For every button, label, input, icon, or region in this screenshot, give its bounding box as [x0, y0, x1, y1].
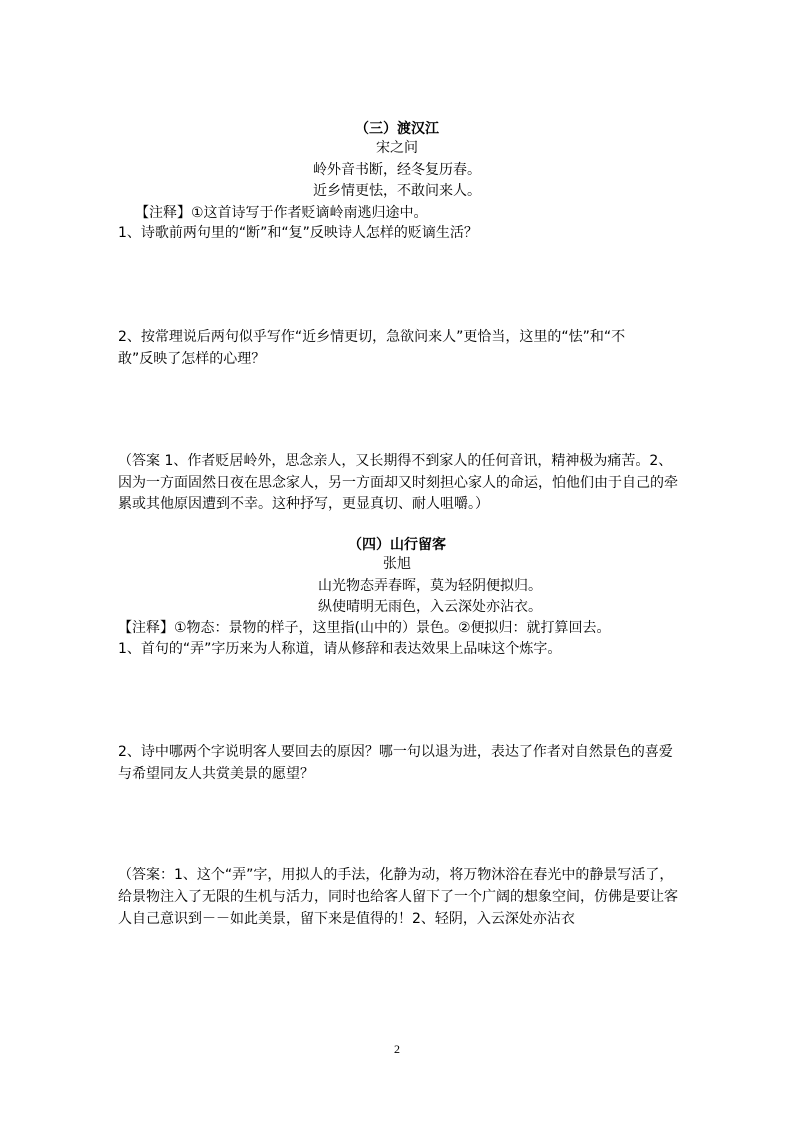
section4-answer-line2: 给景物注入了无限的生机与活力，同时也给客人留下了一个广阔的想象空间，仿佛是要让客 [118, 889, 678, 905]
section3-note: 【注释】①这首诗写于作者贬谪岭南逃归途中。 [135, 205, 428, 221]
section4-question1: 1、首句的“弄”字历来为人称道，请从修辞和表达效果上品味这个炼字。 [118, 641, 562, 657]
section3-author: 宋之问 [376, 140, 418, 156]
section3-answer-line1: （答案 1、作者贬居岭外，思念亲人，又长期得不到家人的任何音讯，精神极为痛苦。2、 [118, 453, 673, 469]
section4-poem-line2: 纵使晴明无雨色，入云深处亦沾衣。 [318, 599, 542, 615]
section3-answer-line3: 累或其他原因遭到不幸。这种抒写，更显真切、耐人咀嚼。） [118, 496, 489, 512]
page-number: 2 [394, 1042, 400, 1056]
section4-answer-line1: （答案：1、这个“弄”字，用拟人的手法，化静为动，将万物沐浴在春光中的静景写活了， [118, 867, 674, 883]
section4-poem-line1: 山光物态弄春晖，莫为轻阴便拟归。 [318, 578, 542, 594]
section3-question2-line2: 敢”反映了怎样的心理？ [118, 351, 266, 367]
section4-answer-line3: 人自己意识到－－如此美景，留下来是值得的！2、轻阴，入云深处亦沾衣 [118, 911, 575, 927]
section3-poem-line2: 近乡情更怯，不敢问来人。 [313, 183, 481, 199]
section3-answer-line2: 因为一方面固然日夜在思念家人，另一方面却又时刻担心家人的命运，怕他们由于自己的牵 [118, 475, 678, 491]
section3-poem-line1: 岭外音书断，经冬复历春。 [313, 162, 481, 178]
section3-question2-line1: 2、按常理说后两句似乎写作“近乡情更切，急欲问来人”更恰当，这里的“怯”和“不 [118, 329, 626, 345]
section4-author: 张旭 [383, 556, 411, 572]
section4-note: 【注释】①物态：景物的样子，这里指(山中的）景色。②便拟归：就打算回去。 [118, 620, 611, 636]
section3-question1: 1、诗歌前两句里的“断”和“复”反映诗人怎样的贬谪生活？ [118, 225, 478, 241]
section3-title: （三）渡汉江 [355, 121, 439, 137]
section4-question2-line2: 与希望同友人共赏美景的愿望？ [118, 766, 314, 782]
section4-title: （四）山行留客 [348, 537, 446, 553]
section4-question2-line1: 2、诗中哪两个字说明客人要回去的原因？哪一句以退为进，表达了作者对自然景色的喜爱 [118, 744, 673, 760]
